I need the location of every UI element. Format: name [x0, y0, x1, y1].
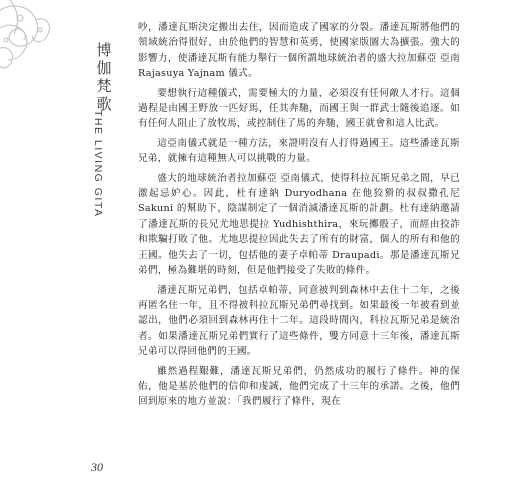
paragraph: 要想執行這種儀式，需要極大的力量，必須沒有任何敵人才行。這個過程是由國王野放一匹好馬，任其奔馳，而國王與一群武士隨後追逐。如有任何人阻止了放牧馬，或控制住了馬的奔馳，國王就會和這人比武。 [138, 87, 460, 130]
vertical-book-title [82, 42, 112, 114]
body-text [138, 20, 460, 414]
paragraph: 雖然過程艱難，潘達瓦斯兄弟們，仍然成功的履行了條件。神的保佑，他是基於他們的信仰和虔誠，他們完成了十三年的承諾。之後，他們回到原來的地方並說：「我們履行了條件，現在 [138, 365, 460, 408]
paragraph: 潘達瓦斯兄弟們，包括卓帕蒂，同意被判到森林中去住十二年，之後再匿名住一年，且不得被科拉瓦斯兄弟們尋找到。如果最後一年被看到並認出，他們必須回到森林再住十二年。這段時間內，科拉瓦斯兄弟是統治者。如果潘達瓦斯兄弟們實行了這些條件，雙方同意十三年後，潘達瓦斯兄弟可以得回他們的王國。 [138, 284, 460, 358]
decorative-flourish-icon [0, 0, 58, 72]
paragraph: 吵，潘達瓦斯決定搬出去住，因而造成了國家的分裂。潘達瓦斯將他們的領域統治得很好，由於他們的智慧和英勇，使國家版圖大為擴張。強大的影響力，使潘達瓦斯有能力舉行一個所謂地球統治者的盛大拉加蘇亞 亞南 Rajasuya Yajnam 儀式。 [138, 22, 460, 80]
page-number: 30 [91, 460, 103, 474]
paragraph: 這亞南儀式就是一種方法，來證明沒有人打得過國王。這些潘達瓦斯兄弟，就擁有這種無人可以挑戰的力量。 [138, 137, 460, 165]
book-title-chinese: 博伽梵歌 [94, 42, 113, 114]
paragraph: 盛大的地球統治者拉加蘇亞 亞南儀式，使得科拉瓦斯兄弟之間，早已激起忌妒心。因此，杜有達納 Duryodhana 在他狡猾的叔叔撒孔尼 Sakuni 的幫助下，陰謀制定了一個消滅潘達瓦斯的計劃。杜有達納邀請了潘達瓦斯的長兄尤地思提拉 Yudhishthira，來玩擲骰子，而經由狡詐和欺騙打敗了他。尤地思提拉因此失去了所有的財富，個人的所有和他的王國。他失去了一切，包括他的妻子卓帕蒂 Draupadi。那是潘達瓦斯兄弟們，極為難堪的時刻，但是他們接受了失敗的條件。 [138, 172, 460, 277]
book-title-english: THE LIVING GITA [92, 110, 104, 218]
